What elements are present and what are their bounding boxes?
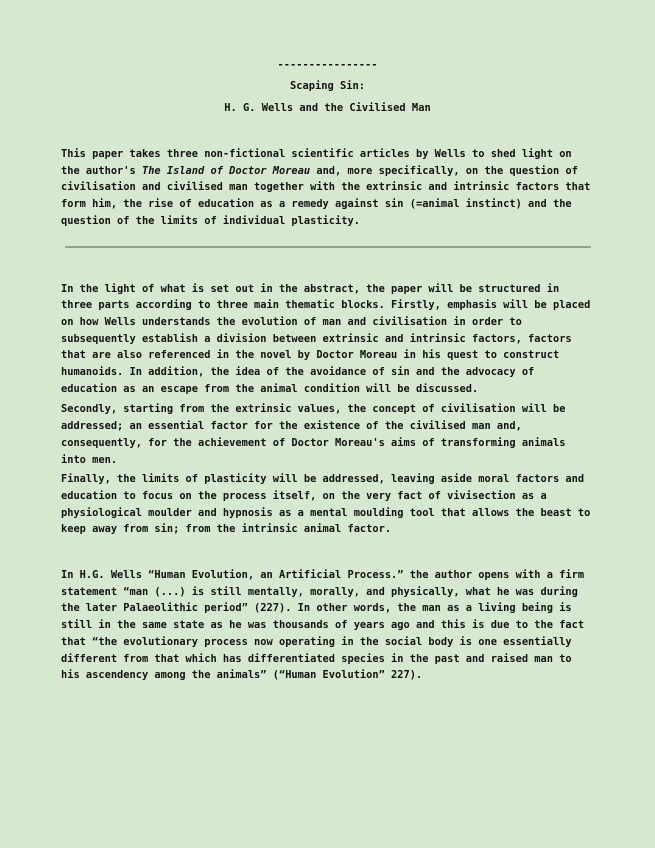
paper-title: Scaping Sin: <box>289 80 366 92</box>
abstract-book-title: The Island of Doctor Moreau <box>141 164 311 177</box>
horizontal-divider <box>65 246 591 248</box>
abstract-paragraph <box>61 146 594 230</box>
paper-subtitle: H. G. Wells and the Civilised Man <box>224 102 431 114</box>
body-paragraph-3: Finally, the limits of plasticity will be addressed, leaving aside moral factors and education to focus on the process itself, on the very fact of vivisection as a physiological moulder and hypnosis as a mental moulding tool that allows the beast to keep away from sin; from the intrinsic animal factor. <box>61 473 591 536</box>
body-paragraph-2: Secondly, starting from the extrinsic values, the concept of civilisation will be addressed; an essential factor for the existence of the civilised man and, consequently, for the achievement of Doctor Moreau's aims of transforming animals into men. <box>61 403 566 466</box>
separator-line: ---------------- <box>277 59 378 71</box>
body-paragraph-1: In the light of what is set out in the abstract, the paper will be structured in three parts according to three main thematic blocks. Firstly, emphasis will be placed on how Wells understands the evolution of man and civilisation in order to subsequently establish a division between extrinsic and intrinsic factors, factors that are also referenced in the novel by Doctor Moreau in his quest to construct humanoids. In addition, the idea of the avoidance of sin and the advocacy of education as an escape from the animal condition will be discussed. <box>61 282 591 395</box>
abstract-text-end: and, more specifically, on the question of civilisation and civilised man together with the extrinsic and intrinsic factors that form him, the rise of education as a remedy against sin (=animal instinct) and the question of the limits of individual plasticity. <box>61 164 591 227</box>
abstract-text-start: This paper takes three non-fictional scientific articles by Wells to shed light on the author's <box>61 148 572 177</box>
body-paragraph-4: In H.G. Wells “Human Evolution, an Artificial Process.” the author opens with a firm statement “man (...) is still mentally, morally, and physically, what he was during the later Palaeolithic period” (227). In other words, the man as a living being is still in the same state as he was thousands of years ago and this is due to the fact that “the evolutionary process now operating in the social body is one essentially different from that which has differentiated species in the past and raised man to his ascendency among the animals” (“Human Evolution” 227). <box>61 569 585 682</box>
